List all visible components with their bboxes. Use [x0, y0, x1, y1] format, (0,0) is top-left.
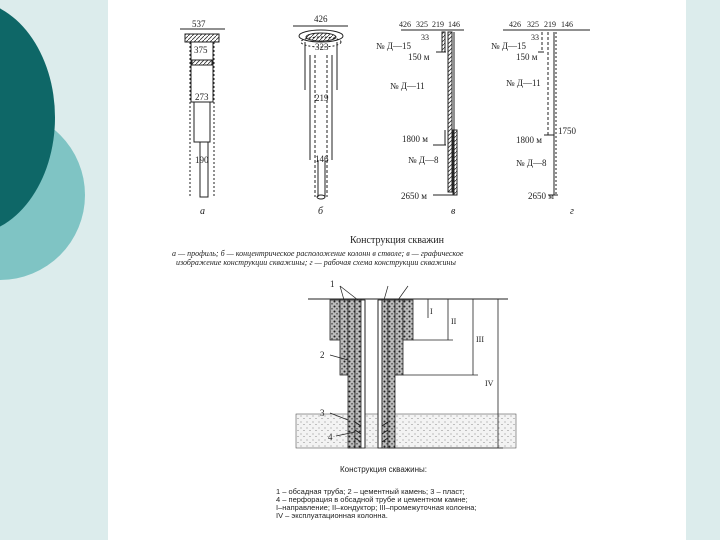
v-1800m: 1800 м [402, 134, 428, 144]
fig1-caption-1: а — профиль; б — концентрическое расположение колонн в стволе; в — графическое [172, 249, 464, 258]
fig1-title: Конструкция скважин [350, 235, 444, 246]
g-33: 33 [531, 33, 539, 42]
scanned-document [108, 0, 686, 540]
roman-IV: IV [485, 379, 494, 388]
g-2650m: 2650 м [528, 191, 554, 201]
v-150m: 150 м [408, 52, 430, 62]
figure-2 [276, 279, 516, 520]
v-header-4: 146 [448, 20, 460, 29]
v-header-1: 426 [399, 20, 411, 29]
b-dim-3: 146 [315, 154, 329, 164]
fig2-title: Конструкция скважины: [340, 465, 427, 474]
v-2650m: 2650 м [401, 191, 427, 201]
v-n11: № Д—11 [390, 81, 425, 91]
g-n11: № Д—11 [506, 78, 541, 88]
g-header-3: 219 [544, 20, 556, 29]
a-dim-2: 273 [195, 92, 209, 102]
b-letter: б [318, 206, 324, 217]
b-dim-2: 219 [315, 93, 329, 103]
g-letter: г [570, 206, 574, 217]
slide-left-decoration [0, 0, 108, 540]
v-n15: № Д—15 [376, 41, 411, 51]
g-150m: 150 м [516, 52, 538, 62]
a-dim-3: 190 [195, 155, 209, 165]
g-header-1: 426 [509, 20, 521, 29]
v-33: 33 [421, 33, 429, 42]
g-n15: № Д—15 [491, 41, 526, 51]
figure-1 [172, 14, 590, 267]
v-n8: № Д—8 [408, 155, 439, 165]
fig2-legend-1: 1 – обсадная труба; 2 – цементный камень; 3 – пласт; [276, 487, 465, 496]
fig1-caption-2: изображение конструкции скважины; г — рабочая схема конструкции скважины [176, 258, 456, 267]
g-header-2: 325 [527, 20, 539, 29]
fig2-label-2: 2 [320, 350, 325, 360]
roman-III: III [476, 335, 484, 344]
a-dim-1: 375 [194, 45, 208, 55]
fig2-legend-3: I–направление; II–кондуктор; III–промежуточная колонна; [276, 503, 477, 512]
fig2-label-4: 4 [328, 432, 333, 442]
formation-layer [296, 414, 516, 448]
g-n8: № Д—8 [516, 158, 547, 168]
g-1800m: 1800 м [516, 135, 542, 145]
fig2-legend-4: IV – эксплуатационная колонна. [276, 511, 388, 520]
b-dim-1: 323 [315, 42, 329, 52]
roman-I: I [430, 307, 433, 316]
g-header-4: 146 [561, 20, 573, 29]
a-top-dim: 537 [192, 19, 206, 29]
fig2-legend-2: 4 – перфорация в обсадной трубе и цементном камне; [276, 495, 468, 504]
a-letter: а [200, 206, 205, 217]
roman-II: II [451, 317, 457, 326]
slide-right-decoration [686, 0, 720, 540]
fig2-label-3: 3 [320, 408, 325, 418]
fig2-label-1: 1 [330, 279, 335, 289]
v-letter: в [451, 206, 456, 217]
v-header-3: 219 [432, 20, 444, 29]
b-top-dim: 426 [314, 14, 328, 24]
g-1750: 1750 [558, 126, 576, 136]
v-header-2: 325 [416, 20, 428, 29]
